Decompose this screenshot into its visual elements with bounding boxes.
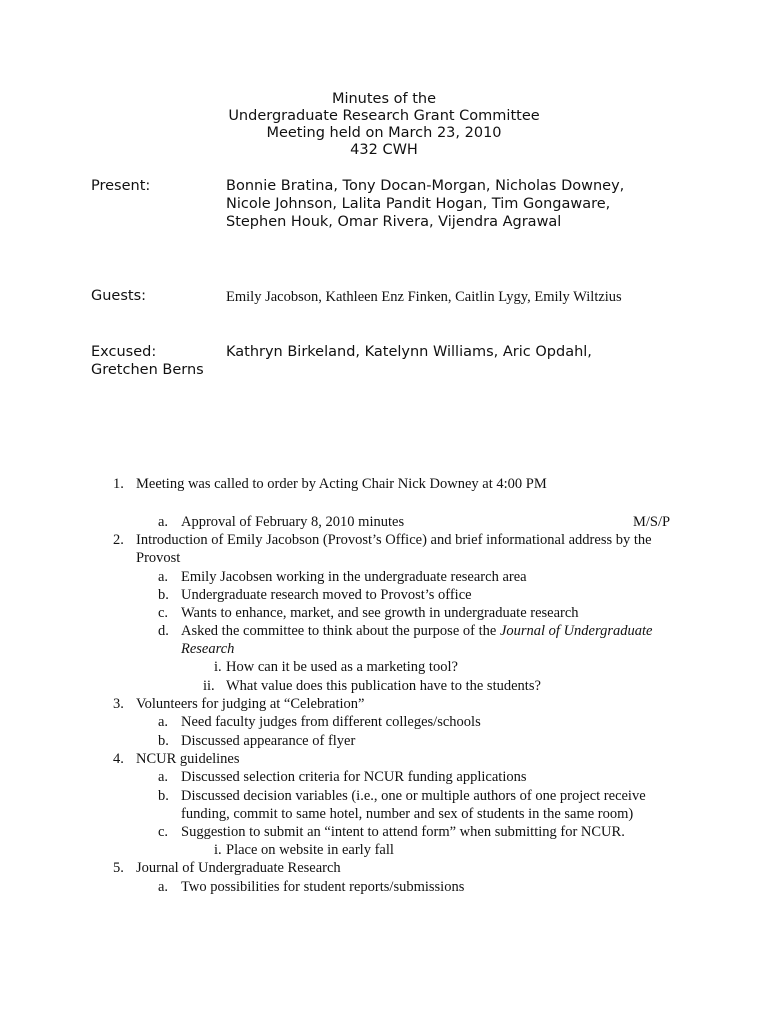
item-4c-i-numeral: i. — [214, 842, 222, 858]
item-4c-i-text: Place on website in early fall — [226, 842, 394, 858]
item-5a-text: Two possibilities for student reports/submissions — [181, 879, 465, 895]
item-4a-text: Discussed selection criteria for NCUR funding applications — [181, 769, 527, 785]
excused-label: Excused: — [91, 344, 157, 360]
item-1-number: 1. — [113, 476, 124, 492]
item-2d-text-line-1 — [181, 623, 652, 640]
journal-title-part-2: Research — [181, 641, 235, 657]
present-label: Present: — [91, 178, 151, 194]
item-4-number: 4. — [113, 751, 124, 767]
item-5a-letter: a. — [158, 879, 169, 895]
item-2b-letter: b. — [158, 587, 169, 603]
item-2-text-line-2: Provost — [136, 550, 181, 566]
title-line-4: 432 CWH — [350, 142, 418, 158]
item-3a-letter: a. — [158, 714, 169, 730]
item-2-text-line-1: Introduction of Emily Jacobson (Provost’s Office) and brief informational address by the — [136, 532, 652, 548]
item-4c-letter: c. — [158, 824, 169, 840]
guests-names: Emily Jacobson, Kathleen Enz Finken, Caitlin Lygy, Emily Wiltzius — [226, 289, 622, 305]
item-3a-text: Need faculty judges from different colleges/schools — [181, 714, 481, 730]
item-2d-ii-text: What value does this publication have to the students? — [226, 678, 541, 694]
item-2a-text: Emily Jacobsen working in the undergraduate research area — [181, 569, 527, 585]
item-1a-text: Approval of February 8, 2010 minutes — [181, 514, 405, 530]
item-4b-letter: b. — [158, 788, 169, 804]
title-line-1: Minutes of the — [331, 91, 437, 107]
document-title — [0, 91, 768, 159]
item-2d-i-text: How can it be used as a marketing tool? — [226, 659, 458, 675]
item-4b-text-line-1: Discussed decision variables (i.e., one or multiple authors of one project receive — [181, 788, 646, 804]
item-2d-text: Asked the committee to think about the purpose of the — [181, 623, 500, 639]
item-1a-letter: a. — [158, 514, 169, 530]
item-4c-text: Suggestion to submit an “intent to attend form” when submitting for NCUR. — [181, 824, 625, 840]
item-3-text: Volunteers for judging at “Celebration” — [136, 696, 365, 712]
item-3b-letter: b. — [158, 733, 169, 749]
item-1-text: Meeting was called to order by Acting Chair Nick Downey at 4:00 PM — [136, 476, 547, 492]
item-3b-text: Discussed appearance of flyer — [181, 733, 356, 749]
item-2d-letter: d. — [158, 623, 169, 639]
item-2-number: 2. — [113, 532, 124, 548]
excused-names-line-1: Kathryn Birkeland, Katelynn Williams, Aric Opdahl, — [226, 344, 592, 360]
item-2d-ii-numeral: ii. — [203, 678, 215, 694]
guests-label: Guests: — [91, 288, 147, 304]
item-5-number: 5. — [113, 860, 124, 876]
item-4a-letter: a. — [158, 769, 169, 785]
item-2a-letter: a. — [158, 569, 169, 585]
item-5-text: Journal of Undergraduate Research — [136, 860, 341, 876]
item-2d-i-numeral: i. — [214, 659, 222, 675]
item-4b-text-line-2: funding, commit to same hotel, number and sex of students in the same room) — [181, 806, 634, 822]
motion-status: M/S/P — [633, 514, 671, 530]
item-4-text: NCUR guidelines — [136, 751, 240, 767]
present-names-line-3: Stephen Houk, Omar Rivera, Vijendra Agrawal — [226, 214, 562, 230]
title-line-2: Undergraduate Research Grant Committee — [228, 108, 540, 124]
item-2b-text: Undergraduate research moved to Provost’s office — [181, 587, 472, 603]
journal-title-part-1: Journal of Undergraduate — [499, 623, 653, 639]
item-3-number: 3. — [113, 696, 124, 712]
item-2d-text-line-2 — [181, 641, 234, 658]
excused-names-line-2: Gretchen Berns — [91, 362, 204, 378]
present-names-line-2: Nicole Johnson, Lalita Pandit Hogan, Tim Gongaware, — [226, 196, 611, 212]
title-line-3: Meeting held on March 23, 2010 — [266, 125, 502, 141]
item-2c-text: Wants to enhance, market, and see growth in undergraduate research — [181, 605, 579, 621]
present-names-line-1: Bonnie Bratina, Tony Docan-Morgan, Nicholas Downey, — [226, 178, 625, 194]
item-2c-letter: c. — [158, 605, 169, 621]
